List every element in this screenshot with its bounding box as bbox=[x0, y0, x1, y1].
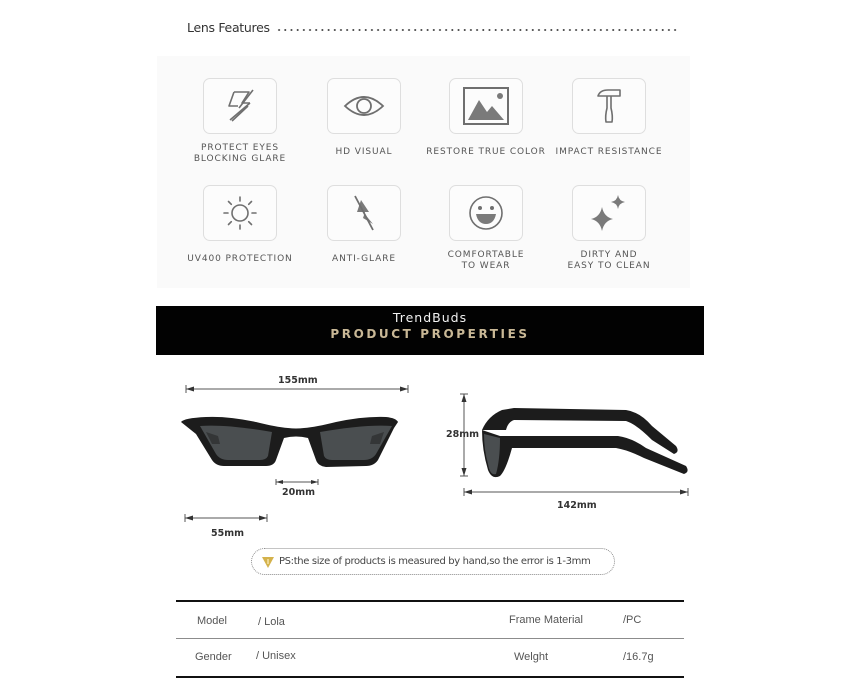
spec-value-weight: /16.7g bbox=[623, 651, 654, 663]
feature-label bbox=[178, 254, 302, 265]
feature-icon-box bbox=[449, 78, 523, 134]
feature-label-line: IMPACT RESISTANCE bbox=[555, 147, 663, 157]
sunglasses-side-image bbox=[482, 408, 688, 477]
feature-icon-box bbox=[449, 185, 523, 241]
table-bottom-rule bbox=[176, 676, 684, 678]
sunglasses-front-image bbox=[181, 417, 398, 467]
spec-value-frame-material: /PC bbox=[623, 614, 642, 626]
feature-label-line: ANTI-GLARE bbox=[332, 254, 396, 264]
front-view-drawing bbox=[176, 378, 416, 528]
spec-value-model: / Lola bbox=[258, 616, 285, 628]
lens-height-label: 28mm bbox=[446, 429, 480, 440]
spec-table bbox=[176, 600, 684, 678]
note-text: PS:the size of products is measured by hand,so the error is 1-3mm bbox=[279, 556, 591, 567]
feature-protect-eyes bbox=[178, 78, 302, 165]
spec-value-gender: / Unisex bbox=[256, 650, 296, 662]
features-panel bbox=[157, 56, 690, 288]
sun-icon bbox=[222, 195, 258, 231]
feature-label bbox=[547, 147, 671, 158]
total-width-arrow bbox=[186, 385, 408, 393]
feature-icon-box bbox=[327, 78, 401, 134]
crossed-lightning-icon bbox=[347, 192, 381, 234]
feature-label bbox=[302, 254, 426, 265]
feature-label-line: COMFORTABLE bbox=[447, 250, 525, 260]
feature-label-line: HD VISUAL bbox=[335, 147, 393, 157]
lens-width-arrow bbox=[185, 514, 267, 522]
feature-label-line: BLOCKING GLARE bbox=[193, 154, 287, 164]
feature-label-line: RESTORE TRUE COLOR bbox=[426, 147, 546, 157]
feature-label-line: TO WEAR bbox=[461, 261, 511, 271]
feature-label bbox=[178, 143, 302, 165]
lens-features-title: Lens Features bbox=[187, 19, 270, 35]
landscape-image-icon bbox=[462, 86, 510, 126]
feature-label bbox=[302, 147, 426, 158]
feature-icon-box bbox=[203, 185, 277, 241]
spec-label-model: Model bbox=[197, 615, 227, 627]
brand-name: TrendBuds bbox=[392, 310, 468, 325]
table-top-rule bbox=[176, 600, 684, 602]
feature-label-line: DIRTY AND bbox=[580, 250, 638, 260]
lens-width-label: 55mm bbox=[211, 528, 245, 539]
feature-impact-resistance bbox=[547, 78, 671, 158]
feature-restore-true-color bbox=[424, 78, 548, 158]
measurement-note bbox=[251, 548, 615, 575]
feature-label bbox=[424, 147, 548, 158]
product-properties-banner bbox=[156, 306, 704, 355]
spec-label-gender: Gender bbox=[195, 651, 232, 663]
feature-comfortable-to-wear bbox=[424, 185, 548, 272]
feature-icon-box bbox=[203, 78, 277, 134]
feature-icon-box bbox=[572, 78, 646, 134]
feature-label-line: UV400 PROTECTION bbox=[187, 254, 293, 264]
spec-label-weight: Welght bbox=[514, 651, 549, 663]
feature-uv400-protection bbox=[178, 185, 302, 265]
feature-anti-glare bbox=[302, 185, 426, 265]
feature-label bbox=[547, 250, 671, 272]
feature-easy-to-clean bbox=[547, 185, 671, 272]
bridge-width-label: 20mm bbox=[282, 487, 316, 498]
side-view-drawing bbox=[456, 390, 692, 502]
smiley-face-icon bbox=[467, 194, 505, 232]
lightning-bolt-icon bbox=[220, 86, 260, 126]
banner-title: PRODUCT PROPERTIES bbox=[330, 327, 530, 341]
dotted-divider bbox=[276, 29, 677, 31]
feature-label-line: PROTECT EYES bbox=[201, 143, 279, 153]
lens-features-heading bbox=[187, 17, 677, 37]
table-row-divider bbox=[176, 638, 684, 639]
feature-label-line: EASY TO CLEAN bbox=[567, 261, 651, 271]
temple-length-label: 142mm bbox=[557, 500, 597, 511]
warning-triangle-icon bbox=[261, 555, 275, 569]
feature-label bbox=[424, 250, 548, 272]
sparkles-icon bbox=[588, 193, 630, 233]
feature-hd-visual bbox=[302, 78, 426, 158]
total-width-label: 155mm bbox=[278, 375, 318, 386]
spec-label-frame-material: Frame Material bbox=[509, 614, 583, 626]
feature-icon-box bbox=[327, 185, 401, 241]
hammer-icon bbox=[594, 86, 624, 126]
feature-icon-box bbox=[572, 185, 646, 241]
temple-length-arrow bbox=[464, 488, 688, 496]
bridge-width-arrow bbox=[276, 479, 318, 485]
eye-icon bbox=[342, 91, 386, 121]
